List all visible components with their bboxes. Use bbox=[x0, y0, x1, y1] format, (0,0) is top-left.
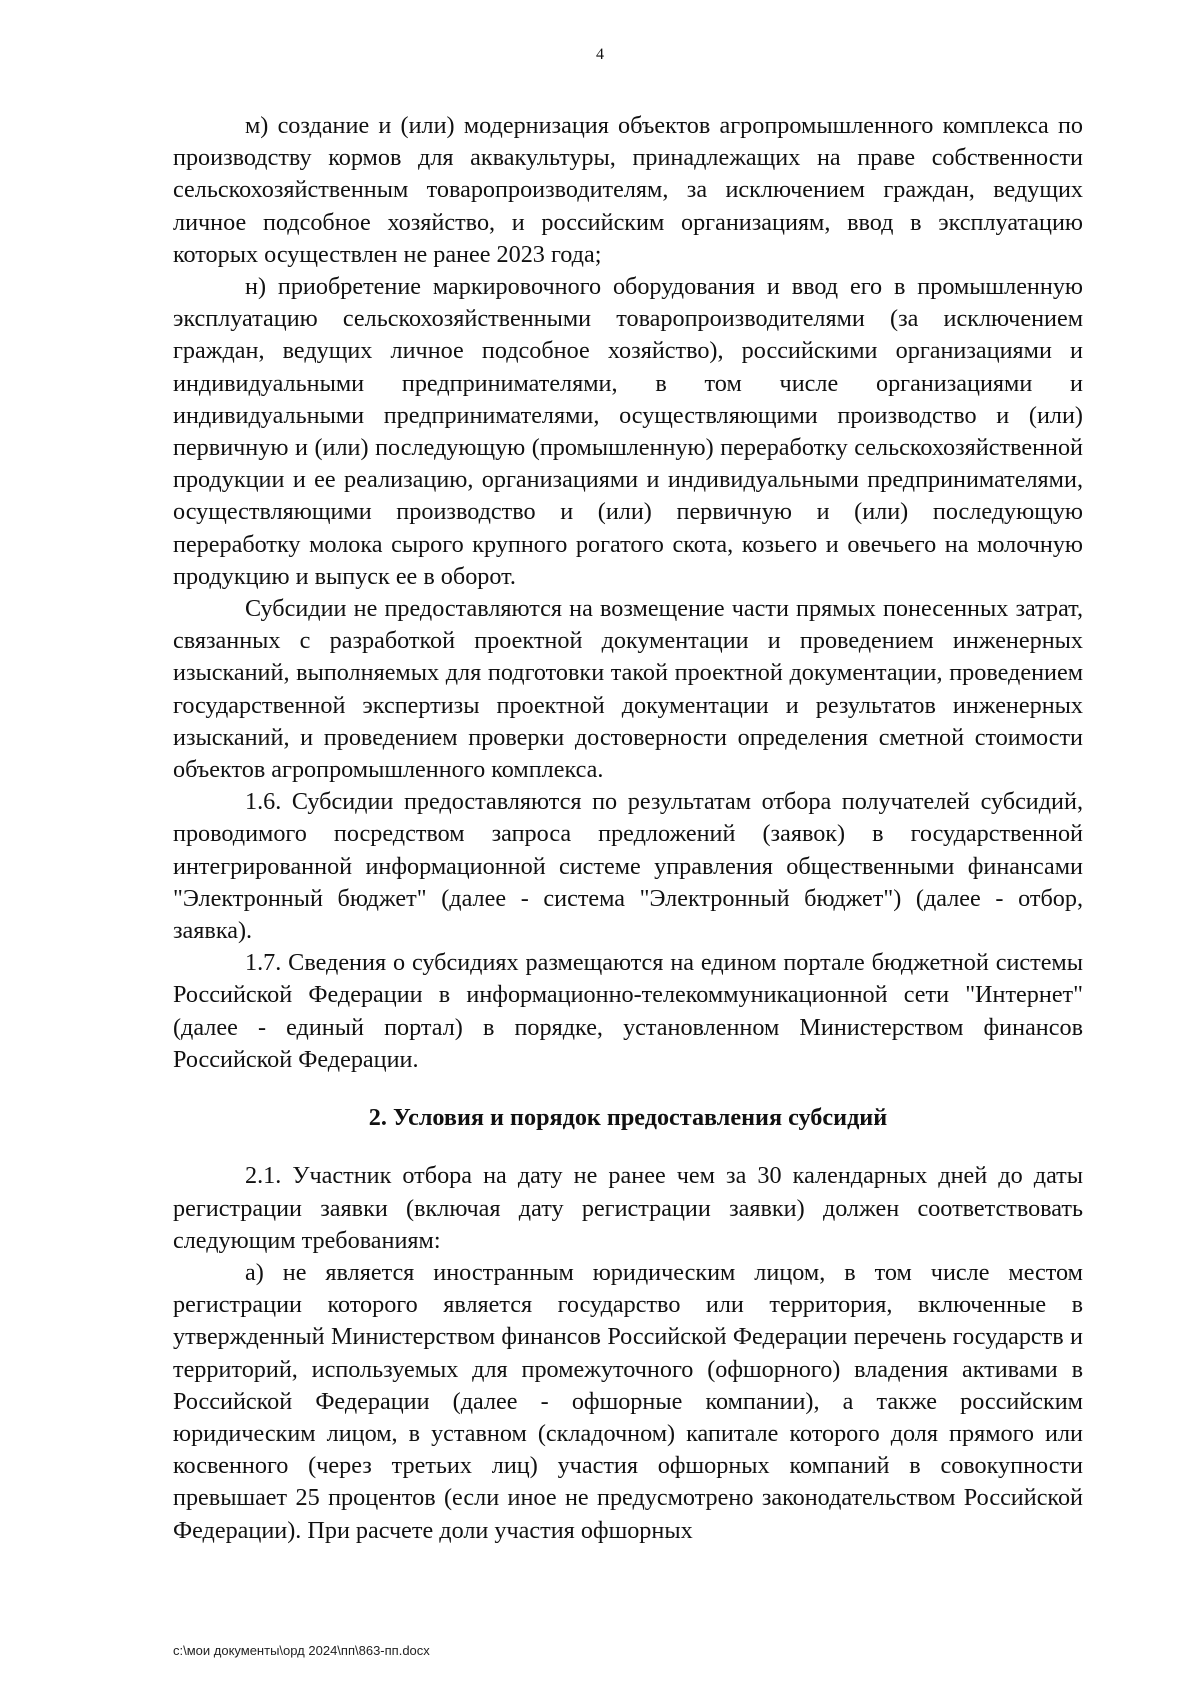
section-heading: 2. Условия и порядок предоставления субсидий bbox=[368, 1104, 888, 1132]
paragraph-item-a: а) не является иностранным юридическим лицом, в том числе местом регистрации которого является государство или территория, включенные в утвержденный Министерством финансов Российской Федерации перечень государств и территорий, используемых для промежуточного (офшорного) владения активами в Российской Федерации (далее - офшорные компании), а также российским юридическим лицом, в уставном (складочном) капитале которого доля прямого или косвенного (через третьих лиц) участия офшорных компаний в совокупности превышает 25 процентов (если иное не предусмотрено законодательством Российской Федерации). При расчете доли участия офшорных bbox=[173, 1258, 1083, 1544]
footer-file-path: c:\мои документы\орд 2024\пп\863-пп.docx bbox=[173, 1643, 430, 1658]
paragraph-2-1: 2.1. Участник отбора на дату не ранее чем за 30 календарных дней до даты регистрации заявки (включая дату регистрации заявки) должен соответствовать следующим требованиям: bbox=[173, 1162, 1083, 1254]
paragraph-exclusions: Субсидии не предоставляются на возмещение части прямых понесенных затрат, связанных с разработкой проектной документации и проведением инженерных изысканий, выполняемых для подготовки такой проектной документации, проведением государственной экспертизы проектной документации и результатов инженерных изысканий, и проведением проверки достоверности определения сметной стоимости объектов агропромышленного комплекса. bbox=[173, 595, 1083, 784]
document-body bbox=[173, 110, 1083, 1547]
paragraph-1-7: 1.7. Сведения о субсидиях размещаются на едином портале бюджетной системы Российской Федерации в информационно-телекоммуникационной сети "Интернет" (далее - единый портал) в порядке, установленном Министерством финансов Российской Федерации. bbox=[173, 949, 1083, 1073]
page-number: 4 bbox=[596, 46, 604, 63]
paragraph-item-n: н) приобретение маркировочного оборудования и ввод его в промышленную эксплуатацию сельскохозяйственными товаропроизводителями (за исключением граждан, ведущих личное подсобное хозяйство), российскими организациями и индивидуальными предпринимателями, в том числе организациями и индивидуальными предпринимателями, осуществляющими производство и (или) первичную и (или) последующую (промышленную) переработку сельскохозяйственной продукции и ее реализацию, организациями и индивидуальными предпринимателями, осуществляющими производство и (или) первичную и (или) последующую переработку молока сырого крупного рогатого скота, козьего и овечьего на молочную продукцию и выпуск ее в оборот. bbox=[173, 273, 1083, 590]
paragraph-1-6: 1.6. Субсидии предоставляются по результатам отбора получателей субсидий, проводимого посредством запроса предложений (заявок) в государственной интегрированной информационной системе управления общественными финансами "Электронный бюджет" (далее - система "Электронный бюджет") (далее - отбор, заявка). bbox=[173, 788, 1083, 945]
paragraph-item-m: м) создание и (или) модернизация объектов агропромышленного комплекса по производству кормов для аквакультуры, принадлежащих на праве собственности сельскохозяйственным товаропроизводителям, за исключением граждан, ведущих личное подсобное хозяйство, и российским организациям, ввод в эксплуатацию которых осуществлен не ранее 2023 года; bbox=[173, 112, 1083, 268]
